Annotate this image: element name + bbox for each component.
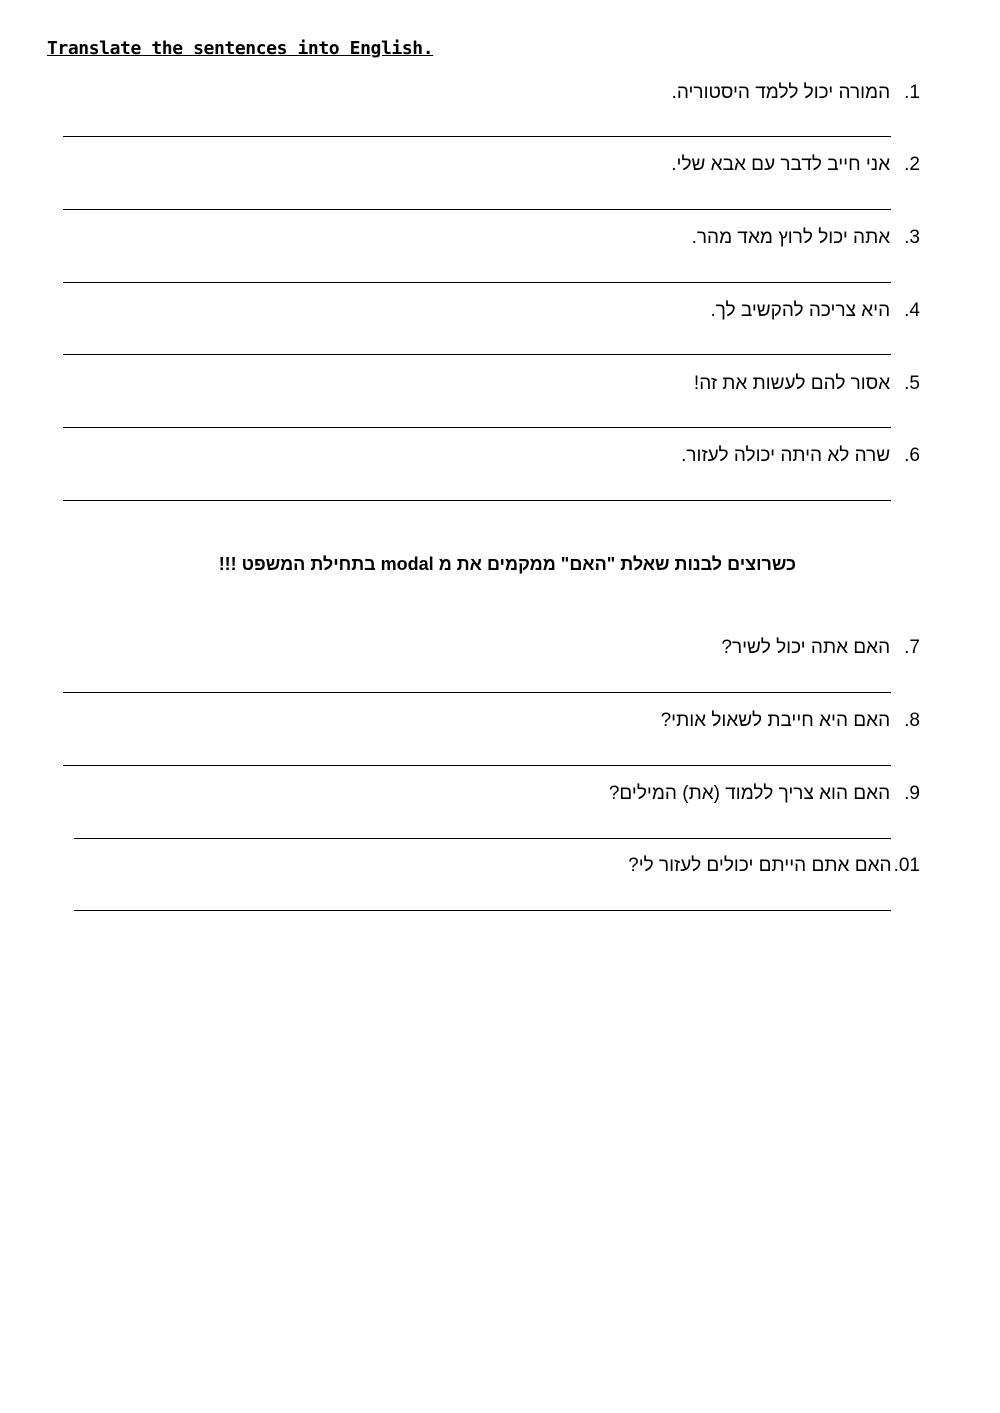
list-item xyxy=(609,783,920,805)
answer-line[interactable] xyxy=(63,692,891,693)
worksheet-title: Translate the sentences into English. xyxy=(47,38,434,59)
item-text: האם אתם הייתם יכולים לעזור לי? xyxy=(628,855,892,876)
answer-line[interactable] xyxy=(63,136,891,137)
list-item xyxy=(721,637,920,659)
list-item xyxy=(710,300,920,322)
list-item xyxy=(661,710,920,732)
list-item xyxy=(694,373,920,395)
item-number: .9 xyxy=(904,783,920,804)
list-item xyxy=(628,855,920,877)
answer-line[interactable] xyxy=(63,765,891,766)
answer-line[interactable] xyxy=(74,910,891,911)
item-text: היא צריכה להקשיב לך. xyxy=(710,300,891,321)
instruction-note: כשרוצים לבנות שאלת "האם" ממקמים את מ modal בתחילת המשפט !!! xyxy=(218,554,796,574)
item-text: המורה יכול ללמד היסטוריה. xyxy=(671,82,891,103)
item-text: אני חייב לדבר עם אבא שלי. xyxy=(671,154,891,175)
item-text: אסור להם לעשות את זה! xyxy=(693,373,891,394)
list-item xyxy=(672,82,920,104)
item-number: .5 xyxy=(904,373,920,394)
item-number: .2 xyxy=(904,154,920,175)
item-number: .01 xyxy=(893,855,920,876)
list-item xyxy=(671,154,920,176)
item-number: .3 xyxy=(904,227,920,248)
answer-line[interactable] xyxy=(63,209,891,210)
answer-line[interactable] xyxy=(63,500,891,501)
item-text: האם אתה יכול לשיר? xyxy=(721,637,891,658)
item-text: האם הוא צריך ללמוד (את) המילים? xyxy=(608,783,891,804)
answer-line[interactable] xyxy=(63,354,891,355)
list-item xyxy=(692,227,920,249)
item-number: .6 xyxy=(904,445,920,466)
answer-line[interactable] xyxy=(74,838,891,839)
answer-line[interactable] xyxy=(63,282,891,283)
item-number: .8 xyxy=(904,710,920,731)
list-item xyxy=(681,445,920,467)
item-number: .4 xyxy=(904,300,920,321)
item-text: שרה לא היתה יכולה לעזור. xyxy=(681,445,891,466)
item-text: האם היא חייבת לשאול אותי? xyxy=(660,710,891,731)
item-number: .7 xyxy=(904,637,920,658)
answer-line[interactable] xyxy=(63,427,891,428)
item-text: אתה יכול לרוץ מאד מהר. xyxy=(691,227,891,248)
item-number: .1 xyxy=(904,82,920,103)
